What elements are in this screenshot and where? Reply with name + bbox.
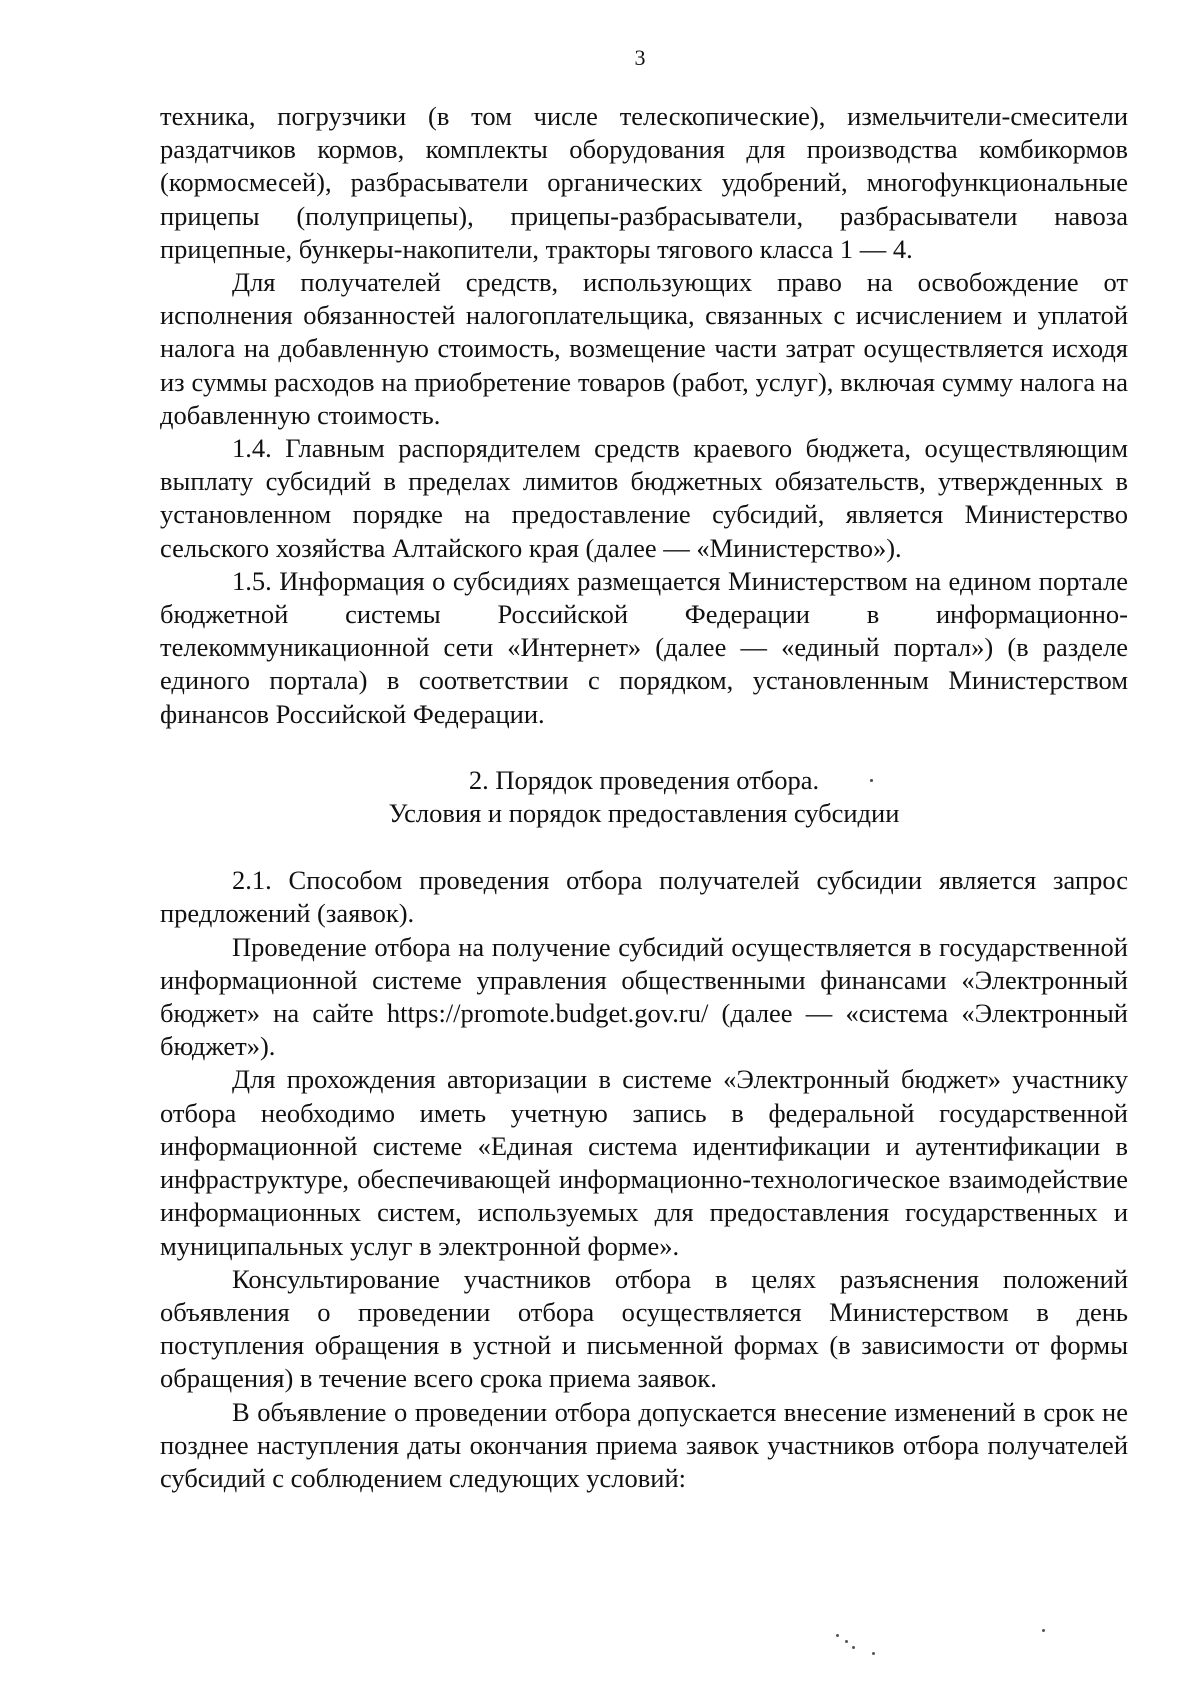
paragraph-2-1-selection-method: 2.1. Способом проведения отбора получателей субсидии является запрос предложений (заявок). <box>160 865 1128 929</box>
page-number: 3 <box>634 45 646 70</box>
paragraph-authorization: Для прохождения авторизации в системе «Электронный бюджет» участнику отбора необходимо иметь учетную запись в федеральной государственной информационной системе «Единая система идентификации и аутентификации в инфраструктуре, обеспечивающей информационно-технологическое взаимодействие информационных систем, используемых для предоставления государственных и муниципальных услуг в электронной форме». <box>160 1064 1128 1261</box>
paragraph-electronic-budget: Проведение отбора на получение субсидий осуществляется в государственной информационной системе управления общественными финансами «Электронный бюджет» на сайте https://promote.budget.gov.ru/ (далее — «система «Электронный бюджет»). <box>160 931 1128 1062</box>
section-2-title-line-2: Условия и порядок предоставления субсидии <box>388 798 900 829</box>
scan-artifact <box>872 1652 875 1655</box>
paragraph-1-5-information-portal: 1.5. Информация о субсидиях размещается Министерством на едином портале бюджетной системы Российской Федерации в информационно-телекоммуникационной сети «Интернет» (далее — «единый портал») (в разделе единого портала) в соответствии с порядком, установленным Министерством финансов Российской Федерации. <box>160 565 1128 729</box>
paragraph-vat-exemption: Для получателей средств, использующих право на освобождение от исполнения обязанностей налогоплательщика, связанных с исчислением и уплатой налога на добавленную стоимость, возмещение части затрат осуществляется исходя из суммы расходов на приобретение товаров (работ, услуг), включая сумму налога на добавленную стоимость. <box>160 267 1128 430</box>
scan-artifact <box>852 1646 855 1649</box>
paragraph-equipment-list: техника, погрузчики (в том числе телескопические), измельчители-смесители раздатчиков кормов, комплекты оборудования для производства комбикормов (кормосмесей), разбрасыватели органических удобрений, многофункциональные прицепы (полуприцепы), прицепы-разбрасыватели, разбрасыватели навоза прицепные, бункеры-накопители, тракторы тягового класса 1 — 4. <box>160 101 1128 264</box>
section-2-title-line-1: 2. Порядок проведения отбора. <box>468 764 820 795</box>
paragraph-announcement-changes: В объявление о проведении отбора допускается внесение изменений в срок не позднее наступления даты окончания приема заявок участников отбора получателей субсидий с соблюдением следующих условий: <box>160 1396 1128 1493</box>
section-2-heading <box>160 764 1128 830</box>
scan-artifact <box>870 779 873 782</box>
paragraph-consulting: Консультирование участников отбора в целях разъяснения положений объявления о проведении отбора осуществляется Министерством в день поступления обращения в устной и письменной формах (в зависимости от формы обращения) в течение всего срока приема заявок. <box>160 1263 1128 1394</box>
scan-artifact <box>845 1640 848 1643</box>
scan-artifact <box>1042 1629 1045 1632</box>
scan-artifact <box>836 1634 839 1637</box>
document-body <box>160 100 1128 1495</box>
paragraph-1-4-chief-administrator: 1.4. Главным распорядителем средств краевого бюджета, осуществляющим выплату субсидий в пределах лимитов бюджетных обязательств, утвержденных в установленном порядке на предоставление субсидий, является Министерство сельского хозяйства Алтайского края (далее — «Министерство»). <box>160 433 1128 563</box>
